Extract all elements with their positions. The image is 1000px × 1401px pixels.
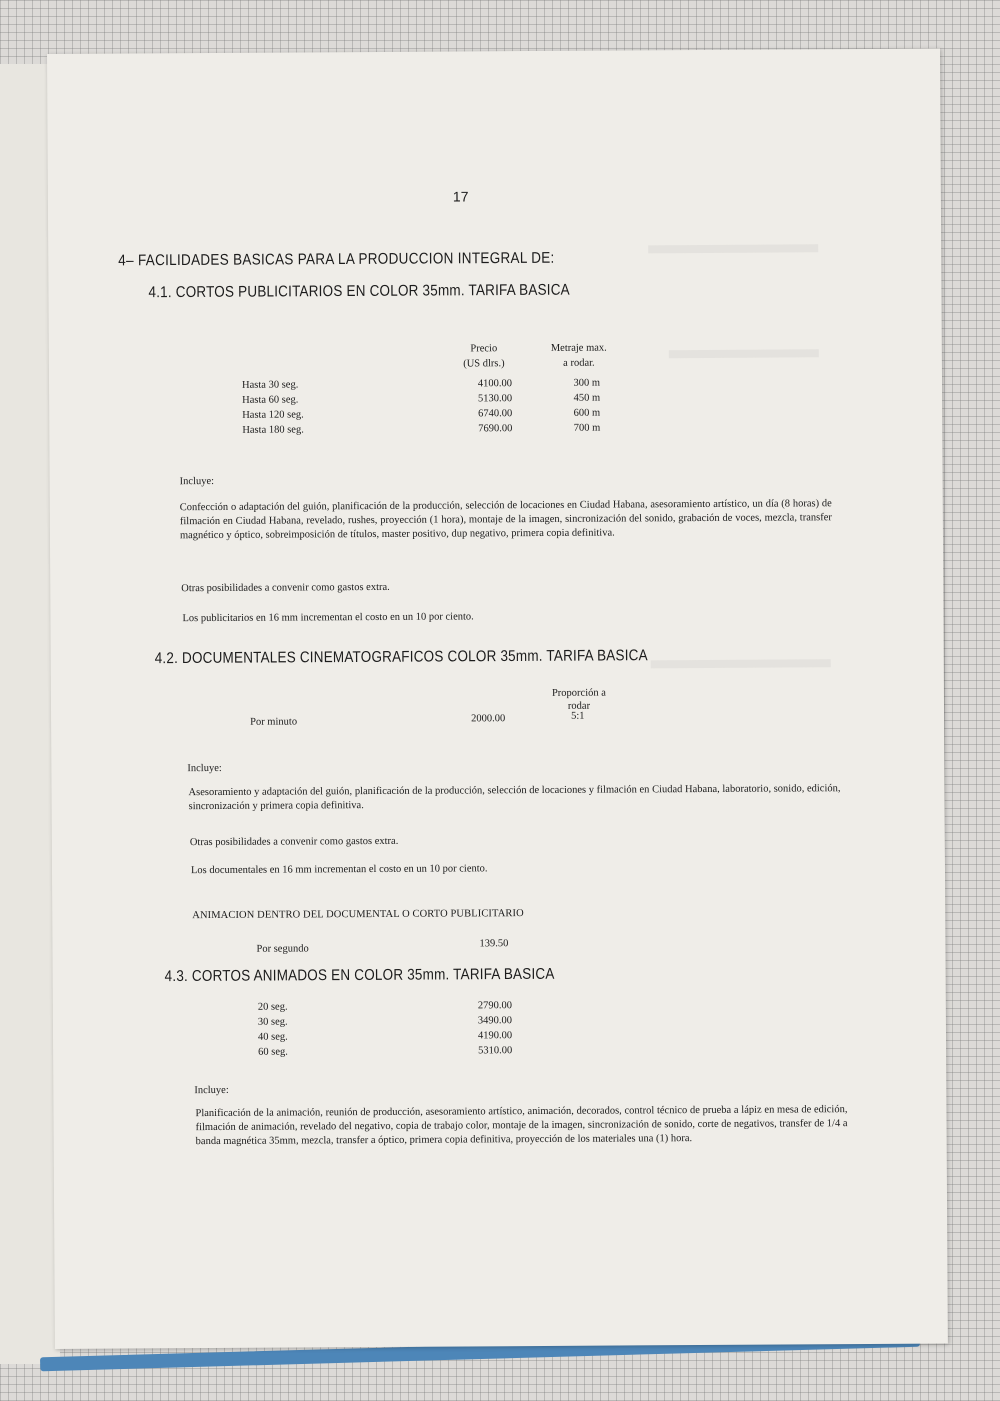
documentaries-includes-text: Asesoramiento y adaptación del guión, planificación de la producción, selección de locaciones y filmación en Ciudad Habana, laboratorio, sonido, edición, sincronización y primera copia definitiva.: [188, 783, 841, 813]
commercials-includes-text: Confección o adaptación del guión, planificación de la producción, selección de locaciones en Ciudad Habana, asesoramiento artístico, un día (8 horas) de filmación en Ciudad Habana, revelado, rushes, proyección (1 hora), montaje de la imagen, sincronización del sonido, grabación de voces, mezcla, transfer magnético y óptico, sobreimposición de títulos, master positivo, dup negativo, primera copia definitiva.: [179, 498, 832, 542]
row-label: Hasta 60 seg.: [242, 394, 299, 406]
row-label: Hasta 30 seg.: [241, 379, 299, 391]
shooting-ratio: 5:1: [571, 710, 585, 722]
16mm-note: Los publicitarios en 16 mm incrementan el costo en un 10 por ciento.: [182, 611, 474, 625]
bleed-through-texture: [651, 659, 831, 668]
row-meters: 450 m: [573, 392, 601, 404]
row-price: 7690.00: [478, 423, 513, 435]
meters-column-header: [529, 340, 629, 371]
section-4-heading: 4– FACILIDADES BASICAS PARA LA PRODUCCION INTEGRAL DE:: [118, 248, 555, 269]
row-price: 5310.00: [478, 1045, 513, 1057]
animation-heading: ANIMACION DENTRO DEL DOCUMENTAL O CORTO PUBLICITARIO: [192, 908, 524, 922]
table-row: [258, 1028, 512, 1045]
document-page: [47, 49, 948, 1349]
price-header-line1: Precio: [470, 343, 498, 355]
row-label: 40 seg.: [257, 1031, 288, 1043]
table-row: [258, 998, 512, 1015]
section-4-1-heading: 4.1. CORTOS PUBLICITARIOS EN COLOR 35mm. TARIFA BASICA: [148, 280, 570, 301]
row-label: Hasta 120 seg.: [242, 409, 304, 421]
row-meters: 700 m: [573, 422, 601, 434]
per-second-label: Por segundo: [256, 943, 309, 955]
bleed-through-texture: [669, 349, 819, 358]
ratio-column-header: [529, 686, 629, 713]
row-label: 20 seg.: [257, 1001, 288, 1013]
page-number: 17: [452, 188, 469, 205]
per-second-price: 139.50: [479, 938, 509, 950]
extra-costs-note: Otras posibilidades a convenir como gastos extra.: [181, 581, 390, 595]
includes-label: Incluye:: [194, 1084, 229, 1097]
row-price: 4190.00: [477, 1030, 513, 1042]
row-meters: 600 m: [573, 407, 601, 419]
row-label: 60 seg.: [258, 1046, 288, 1058]
animated-shorts-price-table: [258, 998, 512, 1060]
includes-label: Incluye:: [187, 762, 222, 775]
row-price: 4100.00: [477, 378, 513, 390]
ratio-header-line2: rodar: [567, 700, 591, 712]
meters-header-line1: Metraje max.: [550, 342, 607, 354]
extra-costs-note: Otras posibilidades a convenir como gastos extra.: [189, 835, 399, 849]
row-meters: 300 m: [573, 377, 601, 389]
16mm-note: Los documentales en 16 mm incrementan el costo en un 10 por ciento.: [190, 863, 488, 877]
section-4-3-heading: 4.3. CORTOS ANIMADOS EN COLOR 35mm. TARIFA BASICA: [164, 964, 555, 985]
section-4-2-heading: 4.2. DOCUMENTALES CINEMATOGRAFICOS COLOR 35mm. TARIFA BASICA: [154, 646, 648, 667]
table-row: [242, 421, 600, 438]
meters-header-line2: a rodar.: [563, 357, 595, 369]
price-header-line2: (US dlrs.): [463, 358, 505, 370]
table-row: [258, 1013, 512, 1030]
row-price: 3490.00: [477, 1015, 513, 1027]
row-price: 5130.00: [477, 393, 513, 405]
includes-label: Incluye:: [179, 475, 215, 488]
row-price: 2790.00: [477, 1000, 512, 1012]
per-minute-label: Por minuto: [250, 716, 298, 728]
animated-includes-text: Planificación de la animación, reunión de producción, asesoramiento artístico, animación, decorados, control técnico de prueba a lápiz en mesa de edición, filmación de animación, revelado del negativo, copia de trabajo color, montaje de la imagen, sincronización de sonido, corte de negativos, transfer de 1/4 a banda magnética 35mm, mezcla, transfer a óptico, primera copia definitiva, proyección de los materiales una (1) hora.: [195, 1104, 848, 1148]
per-minute-price: 2000.00: [471, 713, 506, 725]
bleed-through-texture: [648, 244, 818, 253]
row-label: 30 seg.: [257, 1016, 288, 1028]
ratio-header-line1: Proporción a: [551, 687, 606, 699]
commercials-price-table: [242, 376, 600, 438]
row-label: Hasta 180 seg.: [242, 424, 304, 436]
price-column-header: [444, 341, 524, 371]
row-price: 6740.00: [478, 408, 513, 420]
table-row: [258, 1043, 512, 1060]
